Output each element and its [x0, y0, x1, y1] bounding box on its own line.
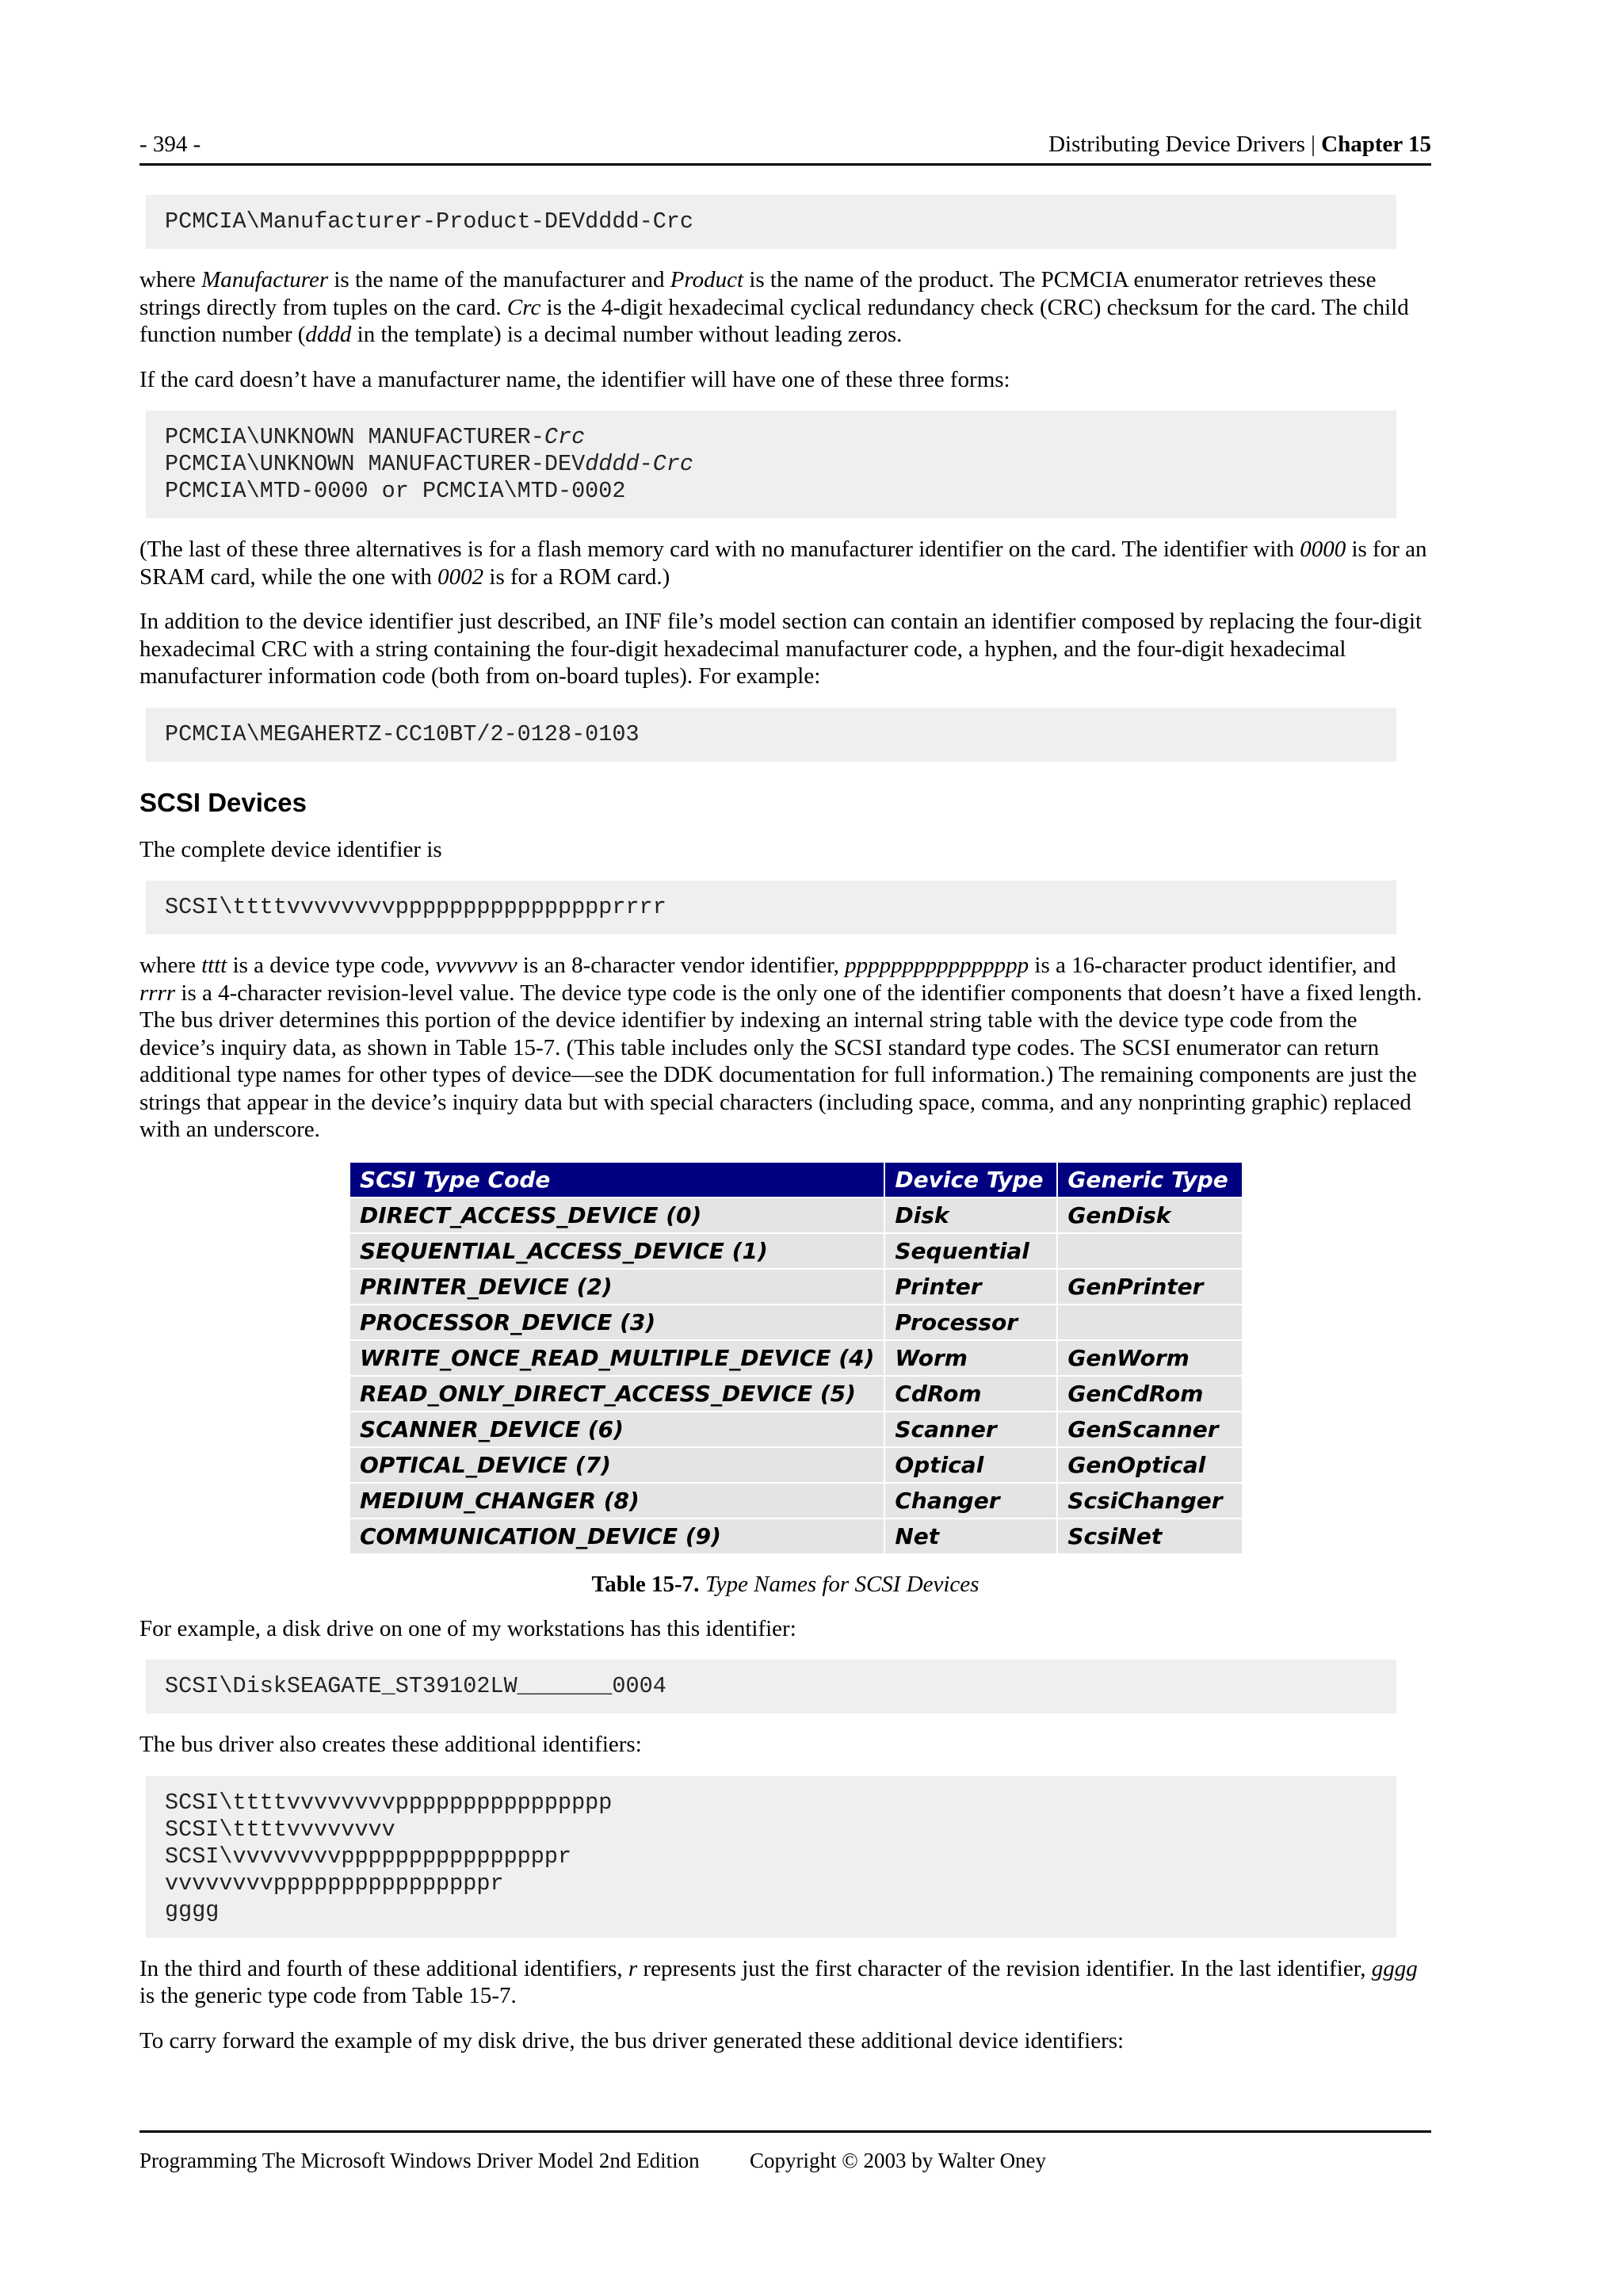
scsi-type-table — [349, 1161, 1243, 1555]
generic-type-cell: GenWorm — [1057, 1340, 1243, 1376]
generic-type-cell: ScsiChanger — [1057, 1483, 1243, 1519]
text-run-italic: pppppppppppppppp — [845, 953, 1029, 978]
device-type-cell: Scanner — [884, 1412, 1057, 1447]
text-run-italic: dddd — [305, 322, 352, 347]
code-run: PCMCIA\MTD-0000 or PCMCIA\MTD-0002 — [165, 478, 626, 504]
text-run: is for an SRAM card, while the one with — [139, 537, 1427, 590]
paragraph-complete-identifier: The complete device identifier is — [139, 836, 442, 862]
code-run: PCMCIA\UNKNOWN MANUFACTURER- — [165, 424, 544, 450]
device-type-cell: Worm — [884, 1340, 1057, 1376]
chapter-label: Chapter 15 — [1321, 132, 1431, 157]
text-run: (The last of these three alternatives is for a flash memory card with no manufacturer identifier on the card. The identifier with — [139, 537, 1300, 562]
code-run-italic: dddd — [585, 451, 640, 477]
scsi-type-code-cell: DIRECT_ACCESS_DEVICE (0) — [349, 1198, 884, 1233]
chapter-title-text: Distributing Device Drivers | — [1048, 132, 1322, 157]
paragraph-inf-model: In addition to the device identifier just described, an INF file’s model section can contain an identifier composed by replacing the four-digit hexadecimal CRC with a string containing the four-digit hexadecimal manufacturer code, a hyphen, and the four-digit hexadecimal manufacturer information code (both from on-board tuples). For example: — [139, 609, 1423, 689]
code-block-unknown-manufacturer — [146, 411, 1396, 518]
text-run-italic: Manufacturer — [201, 267, 329, 292]
scsi-type-code-cell: WRITE_ONCE_READ_MULTIPLE_DEVICE (4) — [349, 1340, 884, 1376]
column-header: Generic Type — [1057, 1162, 1243, 1198]
paragraph-scsi-components — [139, 952, 1431, 1144]
code-block-pcmcia-template: PCMCIA\Manufacturer-Product-DEVdddd-Crc — [146, 195, 1396, 249]
text-run-italic: Product — [670, 267, 744, 292]
table-row — [349, 1376, 1243, 1412]
scsi-type-code-cell: OPTICAL_DEVICE (7) — [349, 1447, 884, 1483]
code-run: SCSI\ttttvvvvvvvvpppppppppppppppp — [165, 1789, 613, 1816]
paragraph-manufacturer — [139, 266, 1431, 349]
generic-type-cell: GenOptical — [1057, 1447, 1243, 1483]
paragraph-carry-forward: To carry forward the example of my disk drive, the bus driver generated these additional device identifiers: — [139, 2027, 1125, 2053]
text-run: represents just the first character of the revision identifier. In the last identifier, — [637, 1955, 1372, 1981]
code-run-italic: Crc — [652, 451, 694, 477]
text-run: where — [139, 267, 202, 292]
table-row — [349, 1305, 1243, 1340]
text-run-italic: gggg — [1371, 1955, 1418, 1981]
device-type-cell: Changer — [884, 1483, 1057, 1519]
text-run: is a device type code, — [227, 953, 436, 978]
text-run-italic: 0002 — [437, 563, 484, 590]
scsi-type-code-cell: MEDIUM_CHANGER (8) — [349, 1483, 884, 1519]
device-type-cell: Disk — [884, 1198, 1057, 1233]
table-row — [349, 1483, 1243, 1519]
table-row — [349, 1269, 1243, 1305]
text-run: In the third and fourth of these additional identifiers, — [139, 1955, 628, 1981]
code-run: PCMCIA\UNKNOWN MANUFACTURER-DEV — [165, 451, 586, 477]
text-run: is the generic type code from Table 15-7. — [139, 1983, 517, 2008]
scsi-type-code-cell: READ_ONLY_DIRECT_ACCESS_DEVICE (5) — [349, 1376, 884, 1412]
generic-type-cell: GenScanner — [1057, 1412, 1243, 1447]
paragraph-disk-example: For example, a disk drive on one of my workstations has this identifier: — [139, 1615, 796, 1641]
code-run: SCSI\ttttvvvvvvvv — [165, 1816, 395, 1843]
paragraph-revision-note — [139, 1955, 1431, 2010]
text-run: is a 16-character product identifier, and — [1029, 953, 1396, 978]
text-run-italic: r — [628, 1955, 638, 1981]
text-run-italic: tttt — [201, 953, 227, 978]
code-run: - — [639, 451, 653, 477]
column-header: SCSI Type Code — [349, 1162, 884, 1198]
scsi-type-code-cell: PRINTER_DEVICE (2) — [349, 1269, 884, 1305]
generic-type-cell: ScsiNet — [1057, 1519, 1243, 1554]
paragraph-no-manufacturer: If the card doesn’t have a manufacturer name, the identifier will have one of these three forms: — [139, 366, 1010, 392]
code-run: gggg — [165, 1897, 220, 1924]
running-footer — [139, 2130, 1431, 2172]
device-type-cell: CdRom — [884, 1376, 1057, 1412]
text-run: is the 4-digit hexadecimal cyclical redundancy check (CRC) checksum for the card. The child function number ( — [139, 294, 1409, 347]
chapter-title — [1048, 132, 1431, 158]
generic-type-cell: GenDisk — [1057, 1198, 1243, 1233]
text-run: in the template) is a decimal number without leading zeros. — [351, 322, 903, 347]
caption-label: Table 15-7. — [591, 1571, 700, 1597]
text-run-italic: Crc — [506, 294, 541, 320]
caption-text: Type Names for SCSI Devices — [699, 1571, 980, 1597]
code-run: vvvvvvvvppppppppppppppppr — [165, 1870, 504, 1897]
text-run: is an 8-character vendor identifier, — [517, 953, 846, 978]
text-run-italic: rrrr — [139, 980, 176, 1006]
scsi-type-code-cell: SCANNER_DEVICE (6) — [349, 1412, 884, 1447]
generic-type-cell: GenPrinter — [1057, 1269, 1243, 1305]
copyright-notice: Copyright © 2003 by Walter Oney — [750, 2149, 1047, 2172]
table-header-row — [349, 1162, 1243, 1198]
code-block-disk-identifier: SCSI\DiskSEAGATE_ST39102LW_______0004 — [146, 1660, 1396, 1713]
scsi-type-code-cell: SEQUENTIAL_ACCESS_DEVICE (1) — [349, 1233, 884, 1269]
table-row — [349, 1412, 1243, 1447]
table-row — [349, 1519, 1243, 1554]
text-run-italic: vvvvvvvv — [435, 953, 517, 978]
generic-type-cell — [1057, 1233, 1243, 1269]
generic-type-cell — [1057, 1305, 1243, 1340]
section-heading-scsi: SCSI Devices — [139, 787, 307, 817]
device-type-cell: Net — [884, 1519, 1057, 1554]
text-run: is for a ROM card.) — [483, 563, 670, 590]
table-row — [349, 1198, 1243, 1233]
table-row — [349, 1447, 1243, 1483]
table-caption — [139, 1571, 1431, 1598]
table-row — [349, 1340, 1243, 1376]
table-row — [349, 1233, 1243, 1269]
book-title: Programming The Microsoft Windows Driver Model 2nd Edition — [139, 2149, 700, 2172]
device-type-cell: Printer — [884, 1269, 1057, 1305]
paragraph-additional-identifiers: The bus driver also creates these additional identifiers: — [139, 1732, 642, 1757]
text-run: is the name of the manufacturer and — [328, 267, 670, 292]
generic-type-cell: GenCdRom — [1057, 1376, 1243, 1412]
device-type-cell: Processor — [884, 1305, 1057, 1340]
content-flow — [139, 195, 1431, 2054]
code-block-scsi-template: SCSI\ttttvvvvvvvvpppppppppppppppprrrr — [146, 881, 1396, 934]
text-run: where — [139, 953, 202, 978]
page-number: - 394 - — [139, 132, 201, 157]
code-block-additional-identifiers — [146, 1776, 1396, 1938]
paragraph-flash-card — [139, 536, 1431, 590]
device-type-cell: Optical — [884, 1447, 1057, 1483]
column-header: Device Type — [884, 1162, 1057, 1198]
running-header — [139, 132, 1431, 166]
code-block-megahertz: PCMCIA\MEGAHERTZ-CC10BT/2-0128-0103 — [146, 708, 1396, 762]
scsi-type-code-cell: COMMUNICATION_DEVICE (9) — [349, 1519, 884, 1554]
text-run: is the name of the product. The PCMCIA enumerator retrieves these strings directly from tuples on the card. — [139, 267, 1377, 320]
text-run-italic: 0000 — [1300, 537, 1346, 562]
device-type-cell: Sequential — [884, 1233, 1057, 1269]
code-run-italic: Crc — [544, 424, 586, 450]
text-run: is a 4-character revision-level value. The device type code is the only one of the identifier components that doesn’t have a fixed length. The bus driver determines this portion of the device identifier by indexing an internal string table with the device type code from the device’s inquiry data, as shown in Table 15-7. (This table includes only the SCSI standard type codes. The SCSI enumerator can return additional type names for other types of device—see the DDK documentation for full information.) The remaining components are just the strings that appear in the device’s inquiry data but with special characters (including space, comma, and any nonprinting graphic) replaced with an underscore. — [139, 980, 1423, 1142]
code-run: SCSI\vvvvvvvvppppppppppppppppr — [165, 1843, 572, 1870]
scsi-type-code-cell: PROCESSOR_DEVICE (3) — [349, 1305, 884, 1340]
